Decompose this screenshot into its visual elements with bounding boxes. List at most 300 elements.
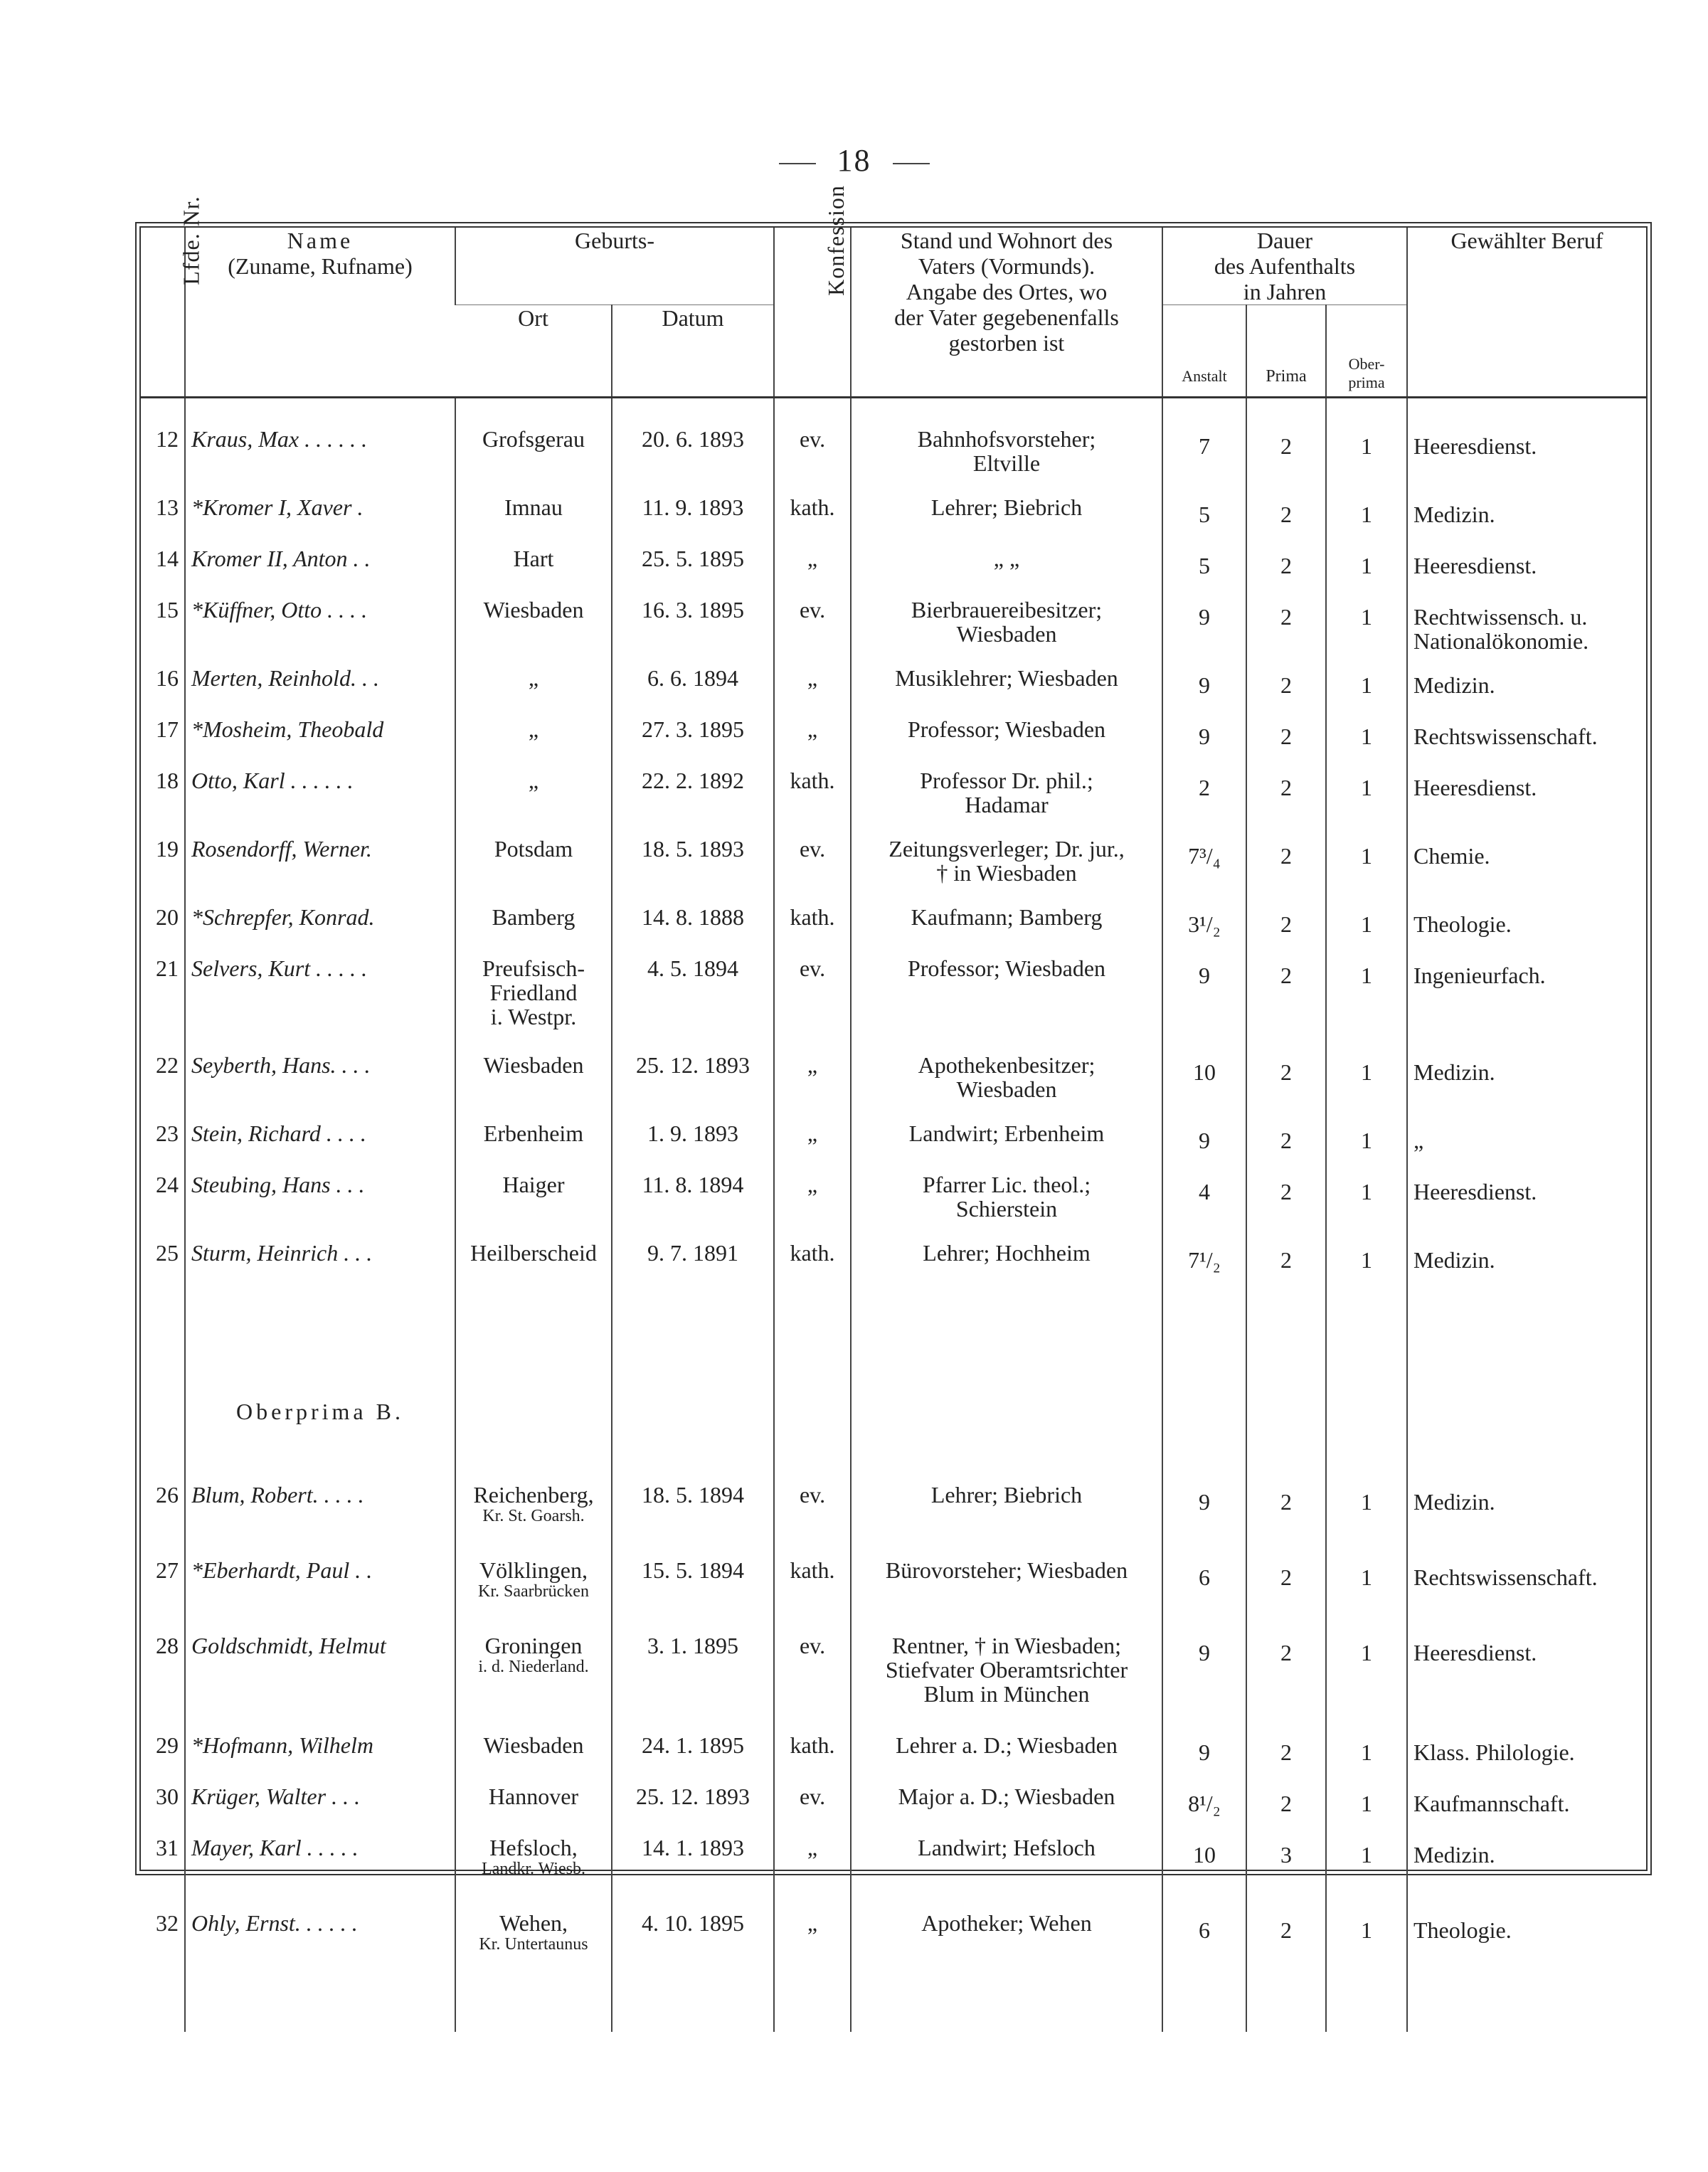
years-oberprima: 1 — [1326, 837, 1407, 905]
row-number: 20 — [156, 904, 179, 930]
birth-place — [455, 1053, 612, 1121]
table-bottom-spacer — [141, 1982, 1646, 2032]
table-row — [141, 1733, 1646, 1784]
cell-line: Theologie. — [1413, 911, 1512, 937]
student-name: Seyberth, Hans. . . . — [185, 1053, 455, 1121]
cell-line: Pfarrer Lic. theol.; — [922, 1172, 1091, 1197]
years-oberprima: 1 — [1326, 1053, 1407, 1121]
father-occupation-residence — [851, 1241, 1162, 1319]
student-name: Steubing, Hans . . . — [185, 1172, 455, 1241]
chosen-profession — [1407, 1121, 1646, 1172]
years-anstalt: 6 — [1162, 1558, 1246, 1633]
confession: ev. — [774, 1633, 851, 1733]
cell-line: Hefsloch, — [489, 1835, 578, 1860]
row-number: 25 — [156, 1240, 179, 1266]
cell-line: Ingenieurfach. — [1413, 963, 1546, 988]
cell-line: Haiger — [502, 1172, 565, 1197]
table-body — [141, 398, 1646, 2033]
cell-line: Apothekenbesitzer; — [918, 1052, 1096, 1078]
cell-line: Stiefvater Oberamtsrichter — [885, 1657, 1128, 1683]
student-name: Kraus, Max . . . . . . — [185, 398, 455, 496]
birth-place-district: Kr. St. Goarsh. — [482, 1507, 585, 1525]
cell-line: Wiesbaden — [483, 597, 584, 623]
table-row — [141, 1558, 1646, 1633]
years-prima: 2 — [1246, 956, 1326, 1053]
birth-place — [455, 1558, 612, 1633]
student-name: Goldschmidt, Helmut — [185, 1633, 455, 1733]
birth-place-district: Kr. Saarbrücken — [478, 1582, 589, 1601]
cell-line: Rentner, † in Wiesbaden; — [891, 1633, 1122, 1658]
birth-place — [455, 837, 612, 905]
birth-place — [455, 768, 612, 837]
row-number: 14 — [156, 546, 179, 571]
cell-line: Professor Dr. phil.; — [920, 768, 1093, 793]
cell-line: Heeresdienst. — [1413, 433, 1537, 459]
birth-place — [455, 1911, 612, 1982]
confession: „ — [774, 546, 851, 598]
table-row — [141, 1483, 1646, 1558]
student-register-table — [141, 185, 1646, 2032]
years-prima: 2 — [1246, 768, 1326, 837]
row-number: 31 — [156, 1835, 179, 1860]
cell-line: Klass. Philologie. — [1413, 1739, 1575, 1765]
years-anstalt: 6 — [1162, 1911, 1246, 1982]
row-number: 21 — [156, 955, 179, 981]
chosen-profession — [1407, 905, 1646, 956]
table-row — [141, 837, 1646, 905]
chosen-profession — [1407, 1558, 1646, 1633]
cell-line: Heeresdienst. — [1413, 775, 1537, 800]
page-number-dash-left — [779, 163, 816, 164]
empty-cell — [1407, 1982, 1646, 2032]
birth-date: 18. 5. 1894 — [612, 1483, 774, 1558]
cell-line: Medizin. — [1413, 1059, 1495, 1085]
father-occupation-residence — [851, 1733, 1162, 1784]
section-spacer — [1246, 1319, 1326, 1483]
header-name: Name (Zuname, Rufname) — [185, 228, 455, 398]
cell-line: Reichenberg, — [473, 1482, 594, 1508]
section-spacer — [1407, 1319, 1646, 1483]
cell-line: Medizin. — [1413, 1489, 1495, 1515]
cell-line: Bürovorsteher; Wiesbaden — [885, 1557, 1128, 1583]
confession: ev. — [774, 598, 851, 666]
father-occupation-residence — [851, 1483, 1162, 1558]
student-name: Krüger, Walter . . . — [185, 1784, 455, 1835]
years-prima: 2 — [1246, 398, 1326, 496]
confession: kath. — [774, 1558, 851, 1633]
row-number: 29 — [156, 1732, 179, 1758]
row-number: 19 — [156, 836, 179, 862]
header-oberprima: Ober- prima — [1326, 305, 1407, 398]
father-occupation-residence — [851, 1784, 1162, 1835]
page-number-dash-right — [893, 163, 930, 164]
birth-date: 24. 1. 1895 — [612, 1733, 774, 1784]
birth-date: 3. 1. 1895 — [612, 1633, 774, 1733]
chosen-profession — [1407, 717, 1646, 768]
birth-place — [455, 546, 612, 598]
cell-line: Kaufmannschaft. — [1413, 1791, 1570, 1816]
chosen-profession — [1407, 398, 1646, 496]
table-row — [141, 546, 1646, 598]
birth-date: 20. 6. 1893 — [612, 398, 774, 496]
empty-cell — [1246, 1982, 1326, 2032]
section-spacer — [774, 1319, 851, 1483]
father-occupation-residence — [851, 1911, 1162, 1982]
years-oberprima: 1 — [1326, 546, 1407, 598]
father-occupation-residence — [851, 1633, 1162, 1733]
confession: kath. — [774, 768, 851, 837]
cell-line: Rechtswissenschaft. — [1413, 724, 1598, 749]
years-oberprima: 1 — [1326, 1172, 1407, 1241]
row-number: 27 — [156, 1557, 179, 1583]
cell-line: Bahnhofsvorsteher; — [917, 426, 1096, 452]
table-row — [141, 1784, 1646, 1835]
chosen-profession — [1407, 1483, 1646, 1558]
table-header — [141, 185, 1646, 398]
cell-line: Lehrer; Hochheim — [923, 1240, 1091, 1266]
row-number: 23 — [156, 1121, 179, 1146]
years-oberprima: 1 — [1326, 666, 1407, 717]
header-anstalt: Anstalt — [1162, 305, 1246, 398]
cell-line: „ — [528, 768, 539, 793]
student-name: *Schrepfer, Konrad. — [185, 905, 455, 956]
cell-line: „ — [528, 716, 539, 742]
chosen-profession — [1407, 1053, 1646, 1121]
chosen-profession — [1407, 495, 1646, 546]
years-anstalt: 7³/₄ — [1162, 837, 1246, 905]
birth-place — [455, 1121, 612, 1172]
empty-cell — [851, 1982, 1162, 2032]
confession: ev. — [774, 398, 851, 496]
chosen-profession — [1407, 546, 1646, 598]
years-anstalt: 9 — [1162, 598, 1246, 666]
years-anstalt: 4 — [1162, 1172, 1246, 1241]
birth-place — [455, 1835, 612, 1911]
birth-place — [455, 1733, 612, 1784]
empty-cell — [1162, 1982, 1246, 2032]
table-row — [141, 666, 1646, 717]
years-prima: 2 — [1246, 717, 1326, 768]
header-beruf: Gewählter Beruf — [1407, 228, 1646, 398]
empty-cell — [185, 1982, 455, 2032]
cell-line: Theologie. — [1413, 1917, 1512, 1943]
cell-line: Lehrer; Biebrich — [930, 1482, 1083, 1508]
years-anstalt: 9 — [1162, 1633, 1246, 1733]
birth-place-district: Kr. Untertaunus — [479, 1935, 588, 1954]
cell-line: Heeresdienst. — [1413, 1179, 1537, 1204]
confession: „ — [774, 717, 851, 768]
chosen-profession — [1407, 1633, 1646, 1733]
cell-line: Eltville — [972, 450, 1041, 476]
student-name: Blum, Robert. . . . . — [185, 1483, 455, 1558]
father-occupation-residence — [851, 598, 1162, 666]
years-oberprima: 1 — [1326, 495, 1407, 546]
cell-line: Bamberg — [492, 904, 575, 930]
birth-place — [455, 1241, 612, 1319]
birth-date: 14. 8. 1888 — [612, 905, 774, 956]
birth-place-district: i. d. Niederland. — [478, 1658, 589, 1676]
years-prima: 2 — [1246, 1241, 1326, 1319]
cell-line: Völklingen, — [479, 1557, 588, 1583]
birth-place — [455, 1633, 612, 1733]
cell-line: Heilberscheid — [470, 1240, 597, 1266]
confession: kath. — [774, 495, 851, 546]
cell-line: Grofsgerau — [482, 426, 585, 452]
row-number: 22 — [156, 1052, 179, 1078]
student-name: Kromer II, Anton . . — [185, 546, 455, 598]
father-occupation-residence — [851, 1172, 1162, 1241]
student-name: *Hofmann, Wilhelm — [185, 1733, 455, 1784]
years-prima: 2 — [1246, 1784, 1326, 1835]
birth-place — [455, 598, 612, 666]
birth-place — [455, 717, 612, 768]
cell-line: Rechtwissensch. u. — [1413, 604, 1588, 630]
years-anstalt: 2 — [1162, 768, 1246, 837]
years-prima: 3 — [1246, 1835, 1326, 1911]
birth-date: 18. 5. 1893 — [612, 837, 774, 905]
row-number: 30 — [156, 1784, 179, 1809]
table-row — [141, 1911, 1646, 1982]
student-name: *Eberhardt, Paul . . — [185, 1558, 455, 1633]
row-number: 17 — [156, 716, 179, 742]
header-lfde-nr: Lfde. Nr. — [178, 196, 204, 285]
cell-line: Hannover — [488, 1784, 579, 1809]
years-oberprima: 1 — [1326, 398, 1407, 496]
cell-line: Hadamar — [965, 792, 1049, 817]
cell-line: Medizin. — [1413, 502, 1495, 527]
chosen-profession — [1407, 1733, 1646, 1784]
table-row — [141, 598, 1646, 666]
section-spacer — [1162, 1319, 1246, 1483]
table-row — [141, 717, 1646, 768]
birth-date: 11. 9. 1893 — [612, 495, 774, 546]
student-name: Mayer, Karl . . . . . — [185, 1835, 455, 1911]
student-name: *Mosheim, Theobald — [185, 717, 455, 768]
cell-line: Landwirt; Hefsloch — [918, 1835, 1096, 1860]
birth-place-district: Landkr. Wiesb. — [482, 1860, 585, 1878]
section-row — [141, 1319, 1646, 1483]
birth-place — [455, 495, 612, 546]
years-oberprima: 1 — [1326, 1835, 1407, 1911]
father-occupation-residence — [851, 1835, 1162, 1911]
chosen-profession — [1407, 666, 1646, 717]
cell-line: Friedland — [489, 980, 578, 1005]
years-prima: 2 — [1246, 905, 1326, 956]
father-occupation-residence — [851, 768, 1162, 837]
row-number: 16 — [156, 665, 179, 691]
cell-line: Blum in München — [923, 1681, 1090, 1707]
confession: ev. — [774, 956, 851, 1053]
father-occupation-residence — [851, 398, 1162, 496]
section-spacer — [455, 1319, 612, 1483]
table-row — [141, 905, 1646, 956]
table-row — [141, 956, 1646, 1053]
page-number: 18 — [0, 142, 1708, 179]
confession: „ — [774, 1121, 851, 1172]
father-occupation-residence — [851, 837, 1162, 905]
cell-line: Zeitungsverleger; Dr. jur., — [889, 836, 1125, 862]
cell-line: Nationalökonomie. — [1413, 628, 1589, 654]
header-geburts: Geburts- — [455, 228, 774, 305]
years-oberprima: 1 — [1326, 905, 1407, 956]
cell-line: „ — [528, 665, 539, 691]
birth-date: 4. 5. 1894 — [612, 956, 774, 1053]
father-occupation-residence — [851, 666, 1162, 717]
cell-line: Major a. D.; Wiesbaden — [898, 1784, 1115, 1809]
student-name: Otto, Karl . . . . . . — [185, 768, 455, 837]
cell-line: Medizin. — [1413, 1842, 1495, 1868]
years-anstalt: 9 — [1162, 1733, 1246, 1784]
row-number: 24 — [156, 1172, 179, 1197]
confession: kath. — [774, 1733, 851, 1784]
cell-line: Landwirt; Erbenheim — [908, 1121, 1105, 1146]
table-row — [141, 1121, 1646, 1172]
cell-line: Medizin. — [1413, 1247, 1495, 1273]
student-name: *Küffner, Otto . . . . — [185, 598, 455, 666]
cell-line: Professor; Wiesbaden — [907, 716, 1106, 742]
confession: kath. — [774, 1241, 851, 1319]
years-prima: 2 — [1246, 1911, 1326, 1982]
birth-date: 25. 5. 1895 — [612, 546, 774, 598]
birth-date: 1. 9. 1893 — [612, 1121, 774, 1172]
years-oberprima: 1 — [1326, 1784, 1407, 1835]
cell-line: Apotheker; Wehen — [921, 1910, 1092, 1936]
birth-date: 4. 10. 1895 — [612, 1911, 774, 1982]
birth-place — [455, 666, 612, 717]
years-prima: 2 — [1246, 495, 1326, 546]
row-number: 32 — [156, 1910, 179, 1936]
cell-line: Schierstein — [955, 1196, 1058, 1222]
years-prima: 2 — [1246, 837, 1326, 905]
section-title: Oberprima B. — [185, 1319, 455, 1483]
years-anstalt: 9 — [1162, 1483, 1246, 1558]
section-spacer — [1326, 1319, 1407, 1483]
row-number: 18 — [156, 768, 179, 793]
years-prima: 2 — [1246, 1633, 1326, 1733]
confession: „ — [774, 1835, 851, 1911]
table-row — [141, 1241, 1646, 1319]
years-oberprima: 1 — [1326, 1911, 1407, 1982]
cell-line: Professor; Wiesbaden — [907, 955, 1106, 981]
empty-cell — [141, 1982, 185, 2032]
header-ort: Ort — [455, 305, 612, 398]
table-row — [141, 1053, 1646, 1121]
years-oberprima: 1 — [1326, 956, 1407, 1053]
birth-place — [455, 398, 612, 496]
birth-date: 14. 1. 1893 — [612, 1835, 774, 1911]
chosen-profession — [1407, 1835, 1646, 1911]
birth-place — [455, 1172, 612, 1241]
birth-date: 11. 8. 1894 — [612, 1172, 774, 1241]
cell-line: Wiesbaden — [956, 621, 1057, 647]
chosen-profession — [1407, 1172, 1646, 1241]
cell-line: Lehrer; Biebrich — [930, 494, 1083, 520]
birth-place — [455, 905, 612, 956]
father-occupation-residence — [851, 1558, 1162, 1633]
father-occupation-residence — [851, 905, 1162, 956]
years-prima: 2 — [1246, 1172, 1326, 1241]
empty-cell — [612, 1982, 774, 2032]
chosen-profession — [1407, 1241, 1646, 1319]
empty-cell — [1326, 1982, 1407, 2032]
cell-line: Imnau — [504, 494, 563, 520]
cell-line: Wiesbaden — [483, 1052, 584, 1078]
student-name: *Kromer I, Xaver . — [185, 495, 455, 546]
years-anstalt: 7 — [1162, 398, 1246, 496]
table-row — [141, 768, 1646, 837]
table-row — [141, 495, 1646, 546]
years-oberprima: 1 — [1326, 598, 1407, 666]
header-konfession: Konfession — [774, 228, 851, 398]
student-name: Stein, Richard . . . . — [185, 1121, 455, 1172]
student-name: Ohly, Ernst. . . . . . — [185, 1911, 455, 1982]
father-occupation-residence — [851, 717, 1162, 768]
years-prima: 2 — [1246, 1483, 1326, 1558]
father-occupation-residence — [851, 1053, 1162, 1121]
cell-line: Wiesbaden — [483, 1732, 584, 1758]
header-dauer: Dauer des Aufenthalts in Jahren — [1162, 228, 1407, 305]
years-anstalt: 3¹/₂ — [1162, 905, 1246, 956]
header-datum: Datum — [612, 305, 774, 398]
cell-line: Chemie. — [1413, 843, 1490, 869]
years-prima: 2 — [1246, 666, 1326, 717]
years-prima: 2 — [1246, 546, 1326, 598]
chosen-profession — [1407, 837, 1646, 905]
father-occupation-residence — [851, 1121, 1162, 1172]
section-spacer — [851, 1319, 1162, 1483]
row-number: 28 — [156, 1633, 179, 1658]
years-anstalt: 9 — [1162, 666, 1246, 717]
row-number: 26 — [156, 1482, 179, 1508]
years-oberprima: 1 — [1326, 1241, 1407, 1319]
row-number: 13 — [156, 494, 179, 520]
years-prima: 2 — [1246, 1121, 1326, 1172]
years-oberprima: 1 — [1326, 717, 1407, 768]
chosen-profession — [1407, 598, 1646, 666]
confession: ev. — [774, 837, 851, 905]
confession: kath. — [774, 905, 851, 956]
confession: „ — [774, 1172, 851, 1241]
empty-cell — [774, 1982, 851, 2032]
cell-line: „ „ — [993, 546, 1020, 571]
years-anstalt: 7¹/₂ — [1162, 1241, 1246, 1319]
birth-date: 9. 7. 1891 — [612, 1241, 774, 1319]
birth-place — [455, 1483, 612, 1558]
birth-date: 27. 3. 1895 — [612, 717, 774, 768]
cell-line: Potsdam — [494, 836, 573, 862]
cell-line: Medizin. — [1413, 672, 1495, 698]
cell-line: Wehen, — [499, 1910, 568, 1936]
years-prima: 2 — [1246, 1733, 1326, 1784]
chosen-profession — [1407, 1784, 1646, 1835]
years-oberprima: 1 — [1326, 1483, 1407, 1558]
confession: „ — [774, 666, 851, 717]
chosen-profession — [1407, 768, 1646, 837]
years-anstalt: 10 — [1162, 1053, 1246, 1121]
father-occupation-residence — [851, 495, 1162, 546]
years-oberprima: 1 — [1326, 1121, 1407, 1172]
header-prima: Prima — [1246, 305, 1326, 398]
years-anstalt: 9 — [1162, 1121, 1246, 1172]
birth-date: 15. 5. 1894 — [612, 1558, 774, 1633]
years-oberprima: 1 — [1326, 1733, 1407, 1784]
cell-line: Preufsisch- — [482, 955, 585, 981]
table-row — [141, 398, 1646, 496]
years-prima: 2 — [1246, 1558, 1326, 1633]
father-occupation-residence — [851, 956, 1162, 1053]
student-name: Merten, Reinhold. . . — [185, 666, 455, 717]
table-row — [141, 1172, 1646, 1241]
